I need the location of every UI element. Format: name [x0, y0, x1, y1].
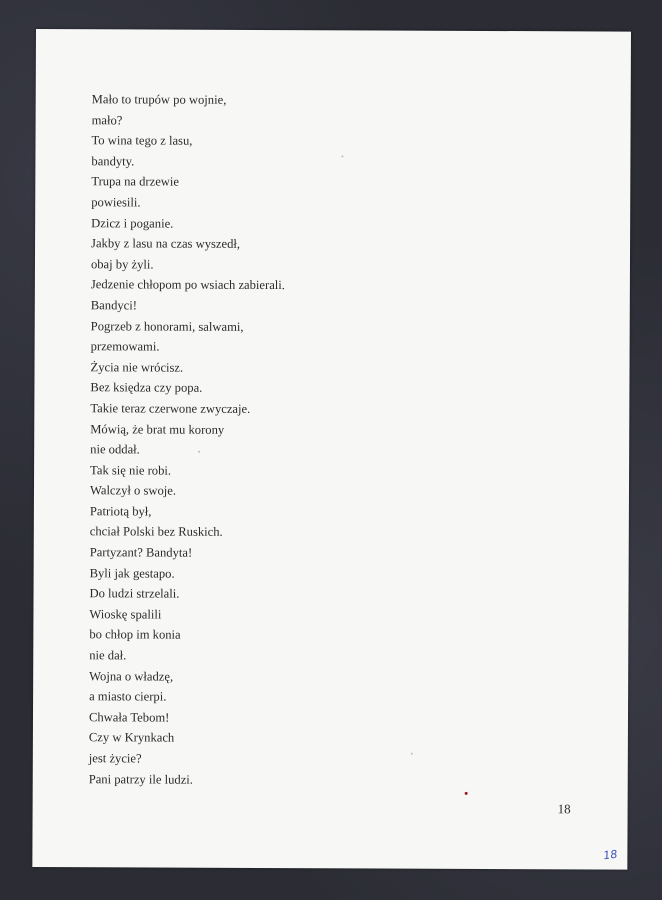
poem-line: Takie teraz czerwone zwyczaje.: [90, 401, 251, 416]
poem-line: bo chłop im konia: [89, 627, 181, 643]
poem-line: obaj by żyli.: [90, 256, 154, 272]
poem-line: To wina tego z lasu,: [91, 133, 193, 148]
dust-speck: [411, 753, 413, 755]
poem-line: Patriotą był,: [89, 504, 152, 519]
poem-line: Chwała Tebom!: [88, 710, 170, 725]
poem-line: Partyzant? Bandyta!: [89, 545, 193, 560]
poem-line: Jedzenie chłopom po wsiach zabierali.: [90, 277, 285, 293]
poem-line: Jakby z lasu na czas wyszedł,: [91, 236, 241, 252]
poem-line: Pogrzeb z honorami, salwami,: [90, 318, 244, 334]
poem-line: Czy w Krynkach: [88, 730, 175, 746]
poem-line: a miasto cierpi.: [89, 689, 167, 704]
poem-line: Wioskę spalili: [89, 607, 162, 622]
handwritten-page-number: 18: [602, 847, 619, 863]
poem-line: Trupa na drzewie: [91, 174, 180, 190]
poem-line: Byli jak gestapo.: [89, 565, 175, 581]
poem-text: [89, 89, 286, 790]
poem-line: Mało to trupów po wojnie,: [91, 92, 227, 107]
poem-line: Walczył o swoje.: [89, 483, 177, 498]
poem-line: Pani patrzy ile ludzi.: [88, 771, 193, 787]
poem-line: mało?: [91, 112, 123, 127]
dust-speck: [341, 155, 343, 157]
poem-line: Wojna o władzę,: [89, 668, 174, 684]
poem-line: Tak się nie robi.: [90, 462, 172, 478]
poem-line: Dzicz i poganie.: [91, 215, 174, 231]
document-page: [32, 29, 631, 870]
dust-speck: [198, 451, 200, 453]
poem-line: powiesili.: [91, 195, 141, 210]
red-ink-dot: [465, 792, 468, 795]
poem-line: nie dał.: [89, 648, 127, 663]
poem-line: nie oddał.: [90, 442, 140, 457]
poem-line: przemowami.: [90, 339, 160, 354]
poem-line: Życia nie wrócisz.: [90, 359, 184, 375]
poem-line: jest życie?: [88, 751, 142, 766]
poem-line: bandyty.: [91, 154, 135, 169]
poem-line: Do ludzi strzelali.: [89, 586, 180, 601]
poem-line: Bez księdza czy popa.: [90, 380, 203, 396]
page-number: 18: [557, 801, 571, 817]
poem-line: Mówią, że brat mu korony: [90, 421, 225, 437]
poem-line: Bandyci!: [90, 298, 137, 313]
poem-line: chciał Polski bez Ruskich.: [89, 524, 223, 540]
